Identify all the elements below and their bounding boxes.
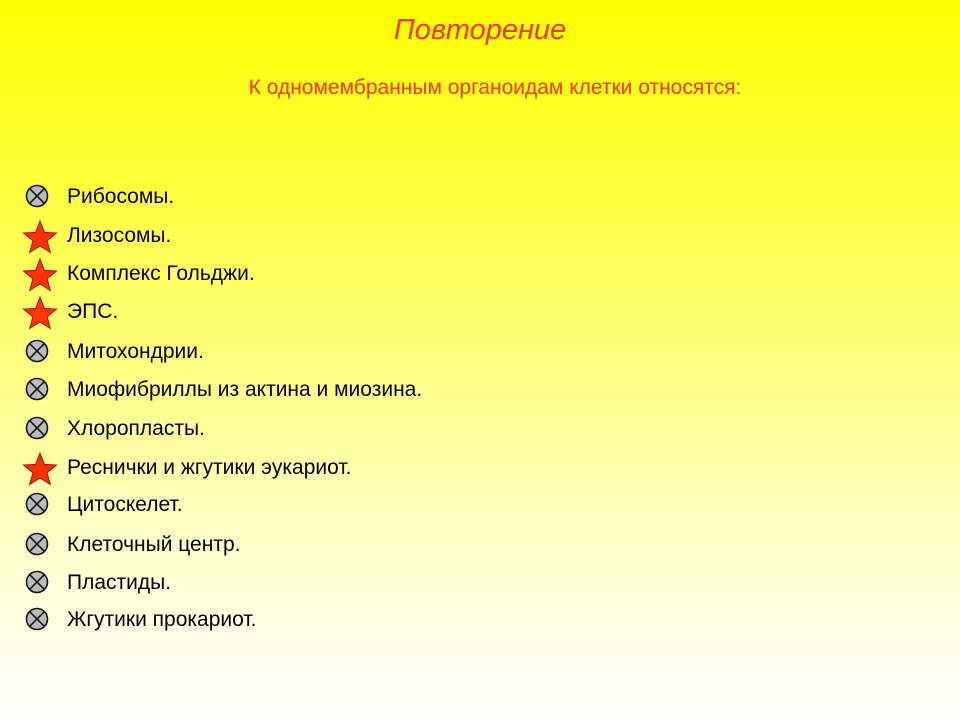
star-icon [22, 258, 58, 294]
cross-circle-icon [22, 413, 58, 449]
answer-item[interactable] [22, 258, 722, 292]
star-icon [22, 220, 58, 256]
cross-circle-icon [22, 374, 58, 410]
answer-item[interactable] [22, 604, 722, 638]
answer-label: Лизосомы. [67, 224, 172, 247]
cross-circle-icon [22, 336, 58, 372]
answer-item[interactable] [22, 413, 722, 447]
answer-item[interactable] [22, 489, 722, 523]
answer-item[interactable] [22, 181, 722, 215]
answer-item[interactable] [22, 296, 722, 330]
answer-label: Жгутики прокариот. [67, 608, 257, 631]
answer-label: Рибосомы. [67, 185, 175, 208]
answer-item[interactable] [22, 567, 722, 601]
slide-title: Повторение [393, 14, 567, 46]
star-icon [22, 452, 58, 488]
cross-circle-icon [22, 604, 58, 640]
answer-label: Миофибриллы из актина и миозина. [67, 378, 423, 401]
answer-label: Цитоскелет. [67, 493, 183, 516]
cross-circle-icon [22, 567, 58, 603]
answer-label: Комплекс Гольджи. [67, 262, 255, 285]
answer-item[interactable] [22, 336, 722, 370]
answer-label: Клеточный центр. [67, 533, 241, 556]
answer-label: Реснички и жгутики эукариот. [67, 456, 352, 479]
answer-label: Пластиды. [67, 571, 172, 594]
answer-label: Хлоропласты. [67, 417, 205, 440]
slide-subtitle: К одномембранным органоидам клетки относятся: [248, 76, 742, 99]
star-icon [22, 296, 58, 332]
cross-circle-icon [22, 529, 58, 565]
answer-label: Митохондрии. [67, 340, 204, 363]
answer-item[interactable] [22, 220, 722, 254]
answer-item[interactable] [22, 452, 722, 486]
cross-circle-icon [22, 181, 58, 217]
answer-item[interactable] [22, 529, 722, 563]
answer-item[interactable] [22, 374, 722, 408]
cross-circle-icon [22, 489, 58, 525]
answer-label: ЭПС. [67, 300, 119, 323]
